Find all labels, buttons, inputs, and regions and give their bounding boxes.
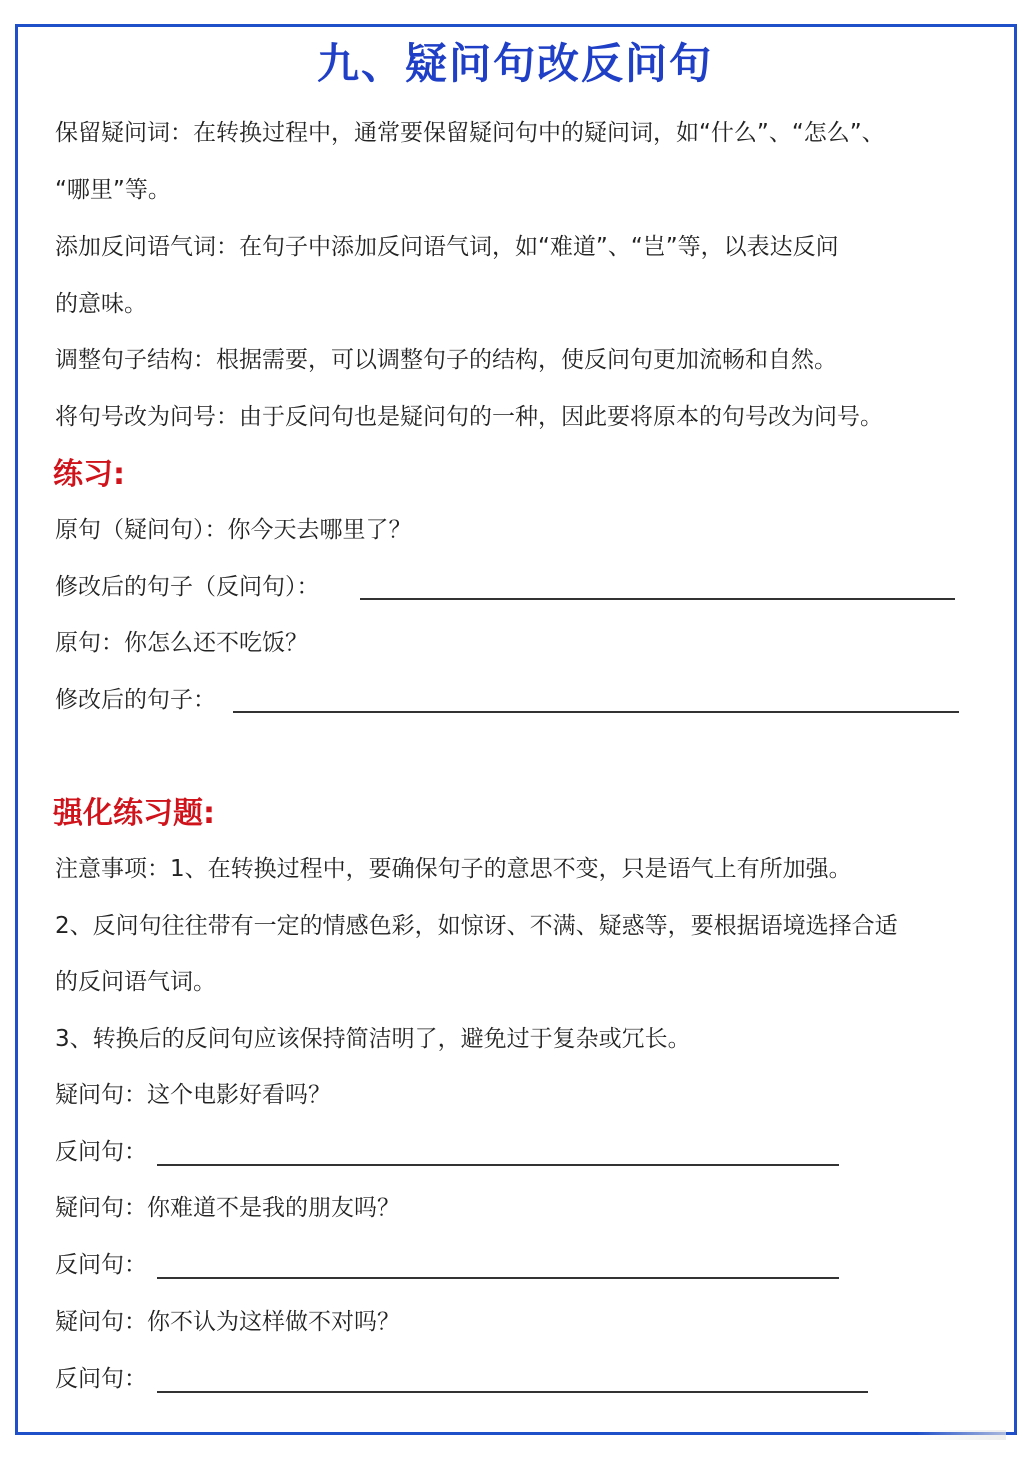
exercise-answer-blank-2[interactable]: [157, 1277, 839, 1279]
practice-original-2: 原句：你怎么还不吃饭？: [55, 630, 308, 656]
exercise-answer-label-2: 反问句：: [55, 1252, 147, 1278]
practice-answer-label-1: 修改后的句子（反问句）：: [55, 574, 320, 600]
exercise-answer-label-1: 反问句：: [55, 1139, 147, 1165]
exercise-question-1: 疑问句：这个电影好看吗？: [55, 1082, 331, 1108]
exercise-question-3: 疑问句：你不认为这样做不对吗？: [55, 1309, 400, 1335]
exercise-answer-blank-1[interactable]: [157, 1164, 839, 1166]
exercise-answer-label-3: 反问句：: [55, 1366, 147, 1392]
note-2-cont: 的反问语气词。: [55, 969, 216, 995]
exercise-question-2: 疑问句：你难道不是我的朋友吗？: [55, 1195, 400, 1221]
rule-add-rhetorical-word-cont: 的意味。: [55, 291, 147, 317]
corner-fade-decoration: [916, 1430, 1006, 1440]
practice-answer-blank-1[interactable]: [360, 598, 955, 600]
rule-change-punctuation: 将句号改为问号：由于反问句也是疑问句的一种，因此要将原本的句号改为问号。: [55, 404, 883, 430]
rule-keep-question-word-cont: “哪里”等。: [55, 177, 171, 203]
rule-add-rhetorical-word: 添加反问语气词：在句子中添加反问语气词，如“难道”、“岂”等，以表达反问: [55, 234, 839, 260]
note-2: 2、反问句往往带有一定的情感色彩，如惊讶、不满、疑惑等，要根据语境选择合适: [55, 913, 898, 939]
note-3: 3、转换后的反问句应该保持简洁明了，避免过于复杂或冗长。: [55, 1026, 691, 1052]
note-1: 注意事项：1、在转换过程中，要确保句子的意思不变，只是语气上有所加强。: [55, 856, 852, 882]
rule-adjust-structure: 调整句子结构：根据需要，可以调整句子的结构，使反问句更加流畅和自然。: [55, 347, 837, 373]
practice-heading: 练习:: [53, 457, 125, 492]
practice-answer-blank-2[interactable]: [233, 711, 959, 713]
practice-answer-label-2: 修改后的句子：: [55, 687, 216, 713]
practice-original-1: 原句（疑问句）：你今天去哪里了？: [55, 517, 412, 543]
exercise-answer-blank-3[interactable]: [157, 1391, 868, 1393]
page-title: 九、疑问句改反问句: [316, 39, 713, 88]
advanced-heading: 强化练习题:: [53, 796, 215, 831]
rule-keep-question-word: 保留疑问词：在转换过程中，通常要保留疑问句中的疑问词，如“什么”、“怎么”、: [55, 120, 885, 146]
